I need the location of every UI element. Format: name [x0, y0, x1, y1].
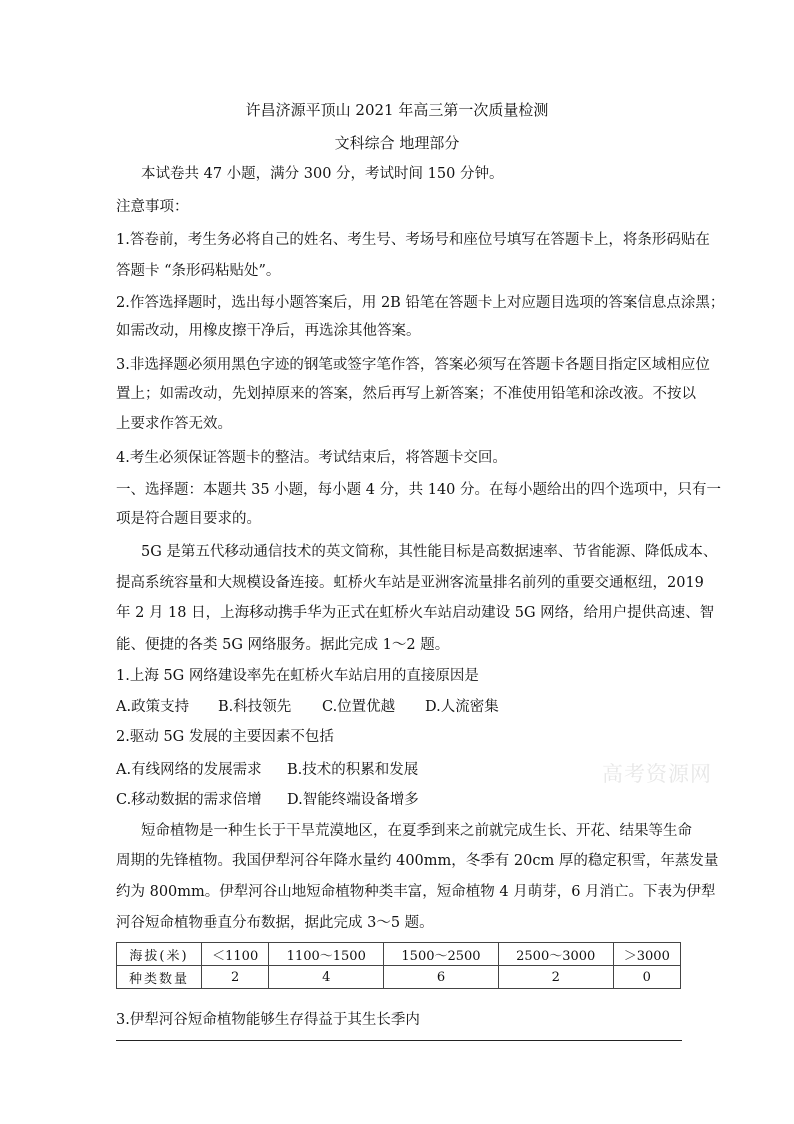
table-cell: 0 [613, 966, 680, 989]
notice-line: 1.答卷前，考生务必将自己的姓名、考生号、考场号和座位号填写在答题卡上，将条形码贴在 [116, 232, 710, 248]
table-cell: 4 [269, 966, 384, 989]
page-divider [116, 1040, 682, 1041]
passage-line: 年 2 月 18 日，上海移动携手华为正式在虹桥火车站启动建设 5G 网络，给用户提供高速、智 [116, 605, 715, 621]
option-b: B.科技领先 [218, 699, 292, 715]
option-a: A.政策支持 [116, 699, 190, 715]
option-d: D.智能终端设备增多 [287, 792, 419, 808]
option-c: C.位置优越 [322, 699, 396, 715]
option-a: A.有线网络的发展需求 [116, 762, 262, 778]
table-header-cell: ＜1100 [202, 943, 269, 966]
passage-line: 河谷短命植物垂直分布数据，据此完成 3～5 题。 [116, 915, 434, 931]
option-c: C.移动数据的需求倍增 [116, 792, 262, 808]
passage-line: 约为 800mm。伊犁河谷山地短命植物种类丰富，短命植物 4 月萌芽，6 月消亡。下表为伊犁 [116, 884, 716, 900]
notice-line: 置上；如需改动，先划掉原来的答案，然后再写上新答案；不准使用铅笔和涂改液。不按以 [116, 386, 696, 402]
passage-line: 短命植物是一种生长于干旱荒漠地区，在夏季到来之前就完成生长、开花、结果等生命 [141, 823, 692, 839]
table-header-cell: 2500～3000 [498, 943, 613, 966]
section-heading: 一、选择题：本题共 35 小题，每小题 4 分，共 140 分。在每小题给出的四个选项中，只有一 [116, 482, 722, 498]
notice-line: 如需改动，用橡皮擦干净后，再选涂其他答案。 [116, 323, 421, 339]
table-header-cell: 1500～2500 [384, 943, 499, 966]
notice-line: 上要求作答无效。 [116, 416, 232, 432]
passage-line: 能、便捷的各类 5G 网络服务。据此完成 1～2 题。 [116, 637, 450, 653]
table-row-header: 海拔(米) [117, 943, 202, 966]
table-row [117, 966, 681, 989]
notice-line: 2.作答选择题时，选出每小题答案后，用 2B 铅笔在答题卡上对应题目选项的答案信息点涂黑； [116, 295, 725, 311]
table-header-cell: 1100～1500 [269, 943, 384, 966]
question-stem: 2.驱动 5G 发展的主要因素不包括 [116, 729, 334, 745]
notice-line: 3.非选择题必须用黑色字迹的钢笔或签字笔作答，答案必须写在答题卡各题目指定区域相应位 [116, 357, 710, 373]
exam-title: 许昌济源平顶山 2021 年高三第一次质量检测 [245, 101, 549, 119]
passage-line: 5G 是第五代移动通信技术的英文简称，其性能目标是高数据速率、节省能源、降低成本、 [141, 544, 718, 560]
notice-line: 4.考生必须保证答题卡的整洁。考试结束后，将答题卡交回。 [116, 450, 507, 466]
question-stem: 1.上海 5G 网络建设率先在虹桥火车站启用的直接原因是 [116, 668, 479, 684]
passage-line: 提高系统容量和大规模设备连接。虹桥火车站是亚洲客流量排名前列的重要交通枢纽，2019 [116, 575, 704, 591]
question-stem: 3.伊犁河谷短命植物能够生存得益于其生长季内 [116, 1012, 420, 1028]
passage-line: 周期的先锋植物。我国伊犁河谷年降水量约 400mm，冬季有 20cm 厚的稳定积雪，年蒸发量 [116, 853, 719, 869]
exam-subtitle: 文科综合 地理部分 [334, 134, 460, 152]
table-header-cell: ＞3000 [613, 943, 680, 966]
distribution-table [116, 942, 681, 989]
table-cell: 2 [498, 966, 613, 989]
exam-intro: 本试卷共 47 小题，满分 300 分，考试时间 150 分钟。 [141, 166, 504, 182]
notice-line: 答题卡 “条形码粘贴处”。 [116, 263, 281, 279]
table-cell: 6 [384, 966, 499, 989]
notice-heading: 注意事项： [116, 199, 189, 215]
option-b: B.技术的积累和发展 [287, 762, 419, 778]
option-d: D.人流密集 [425, 699, 499, 715]
watermark: 高考资源网 [602, 762, 712, 786]
table-row [117, 943, 681, 966]
section-heading: 项是符合题目要求的。 [116, 511, 261, 527]
table-row-header: 种类数量 [117, 966, 202, 989]
table-cell: 2 [202, 966, 269, 989]
